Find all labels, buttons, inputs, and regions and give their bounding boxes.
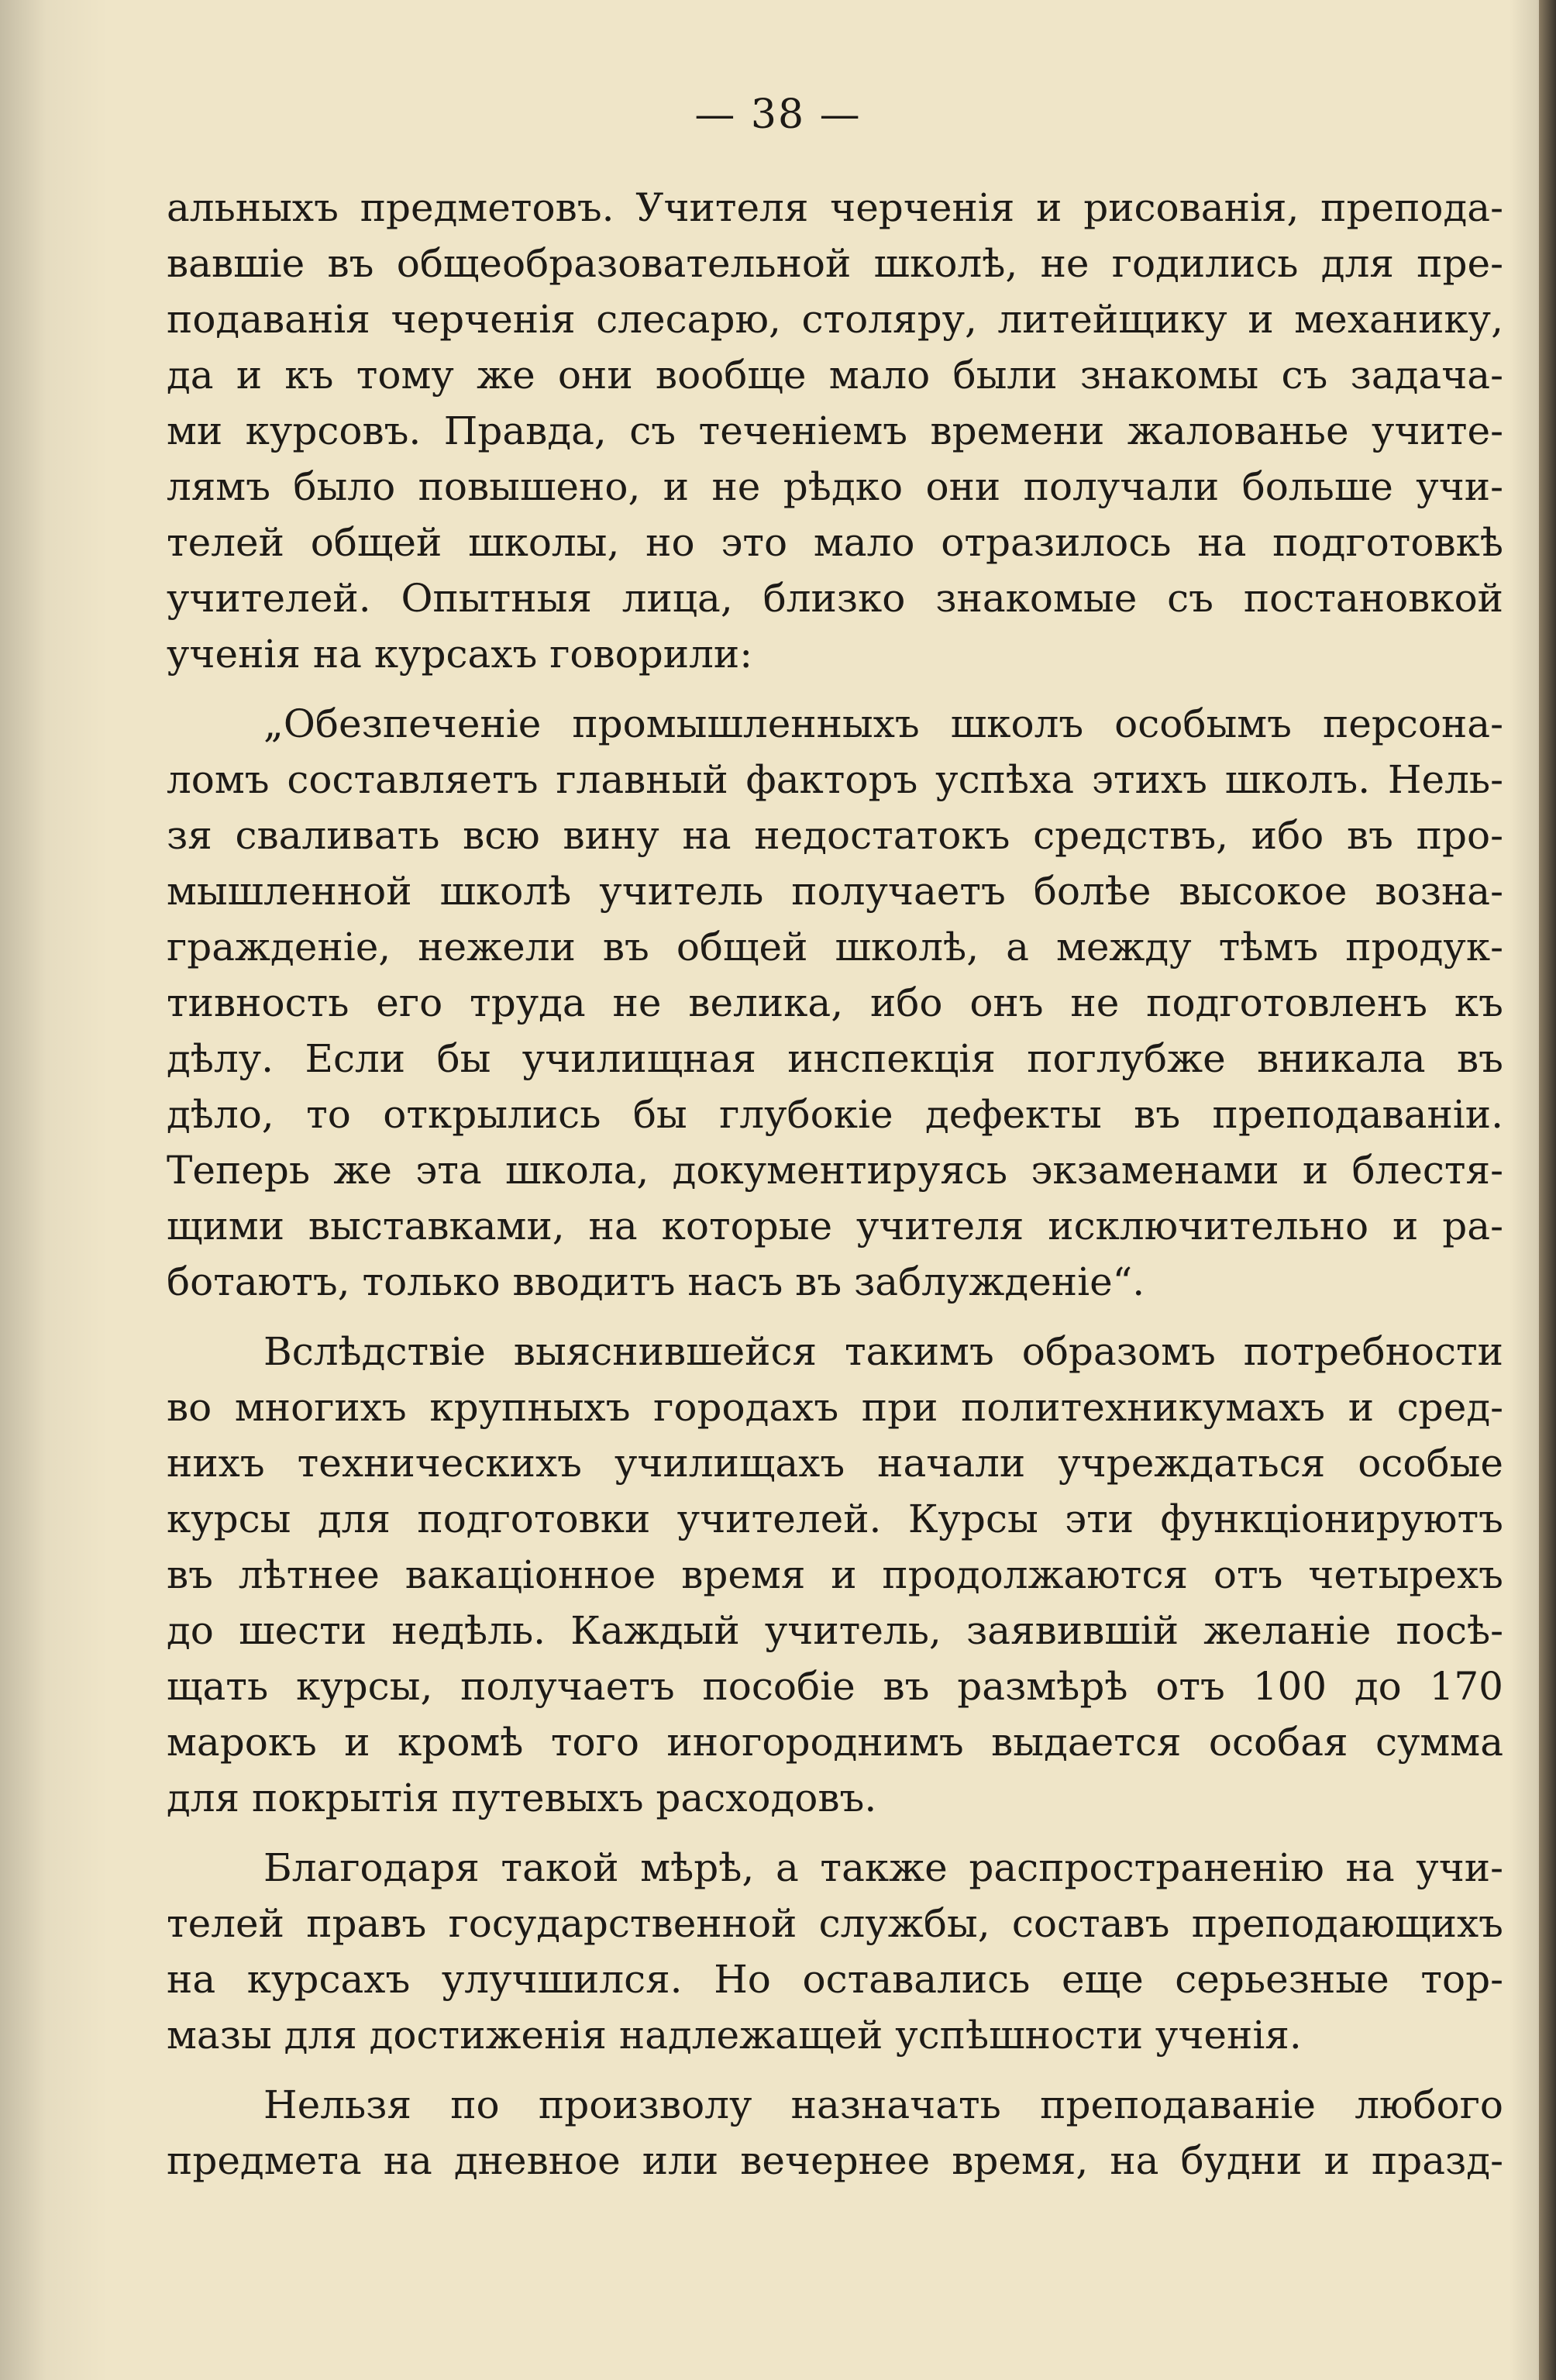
text-line: мышленной школѣ учитель получаетъ болѣе высокое возна-	[167, 869, 1503, 914]
text-line: во многихъ крупныхъ городахъ при политехникумахъ и сред-	[167, 1385, 1503, 1430]
paragraph	[167, 696, 1503, 1310]
text-line: „Обезпеченіе промышленныхъ школъ особымъ персона-	[263, 701, 1503, 746]
text-line: Теперь же эта школа, документируясь экзаменами и блестя-	[167, 1148, 1503, 1193]
text-line: подаванія черченія слесарю, столяру, литейщику и механику,	[167, 297, 1503, 342]
text-line: ботаютъ, только вводитъ насъ въ заблужденіе“.	[167, 1259, 1145, 1304]
text-line: нихъ техническихъ училищахъ начали учреждаться особые	[167, 1441, 1503, 1486]
text-line: Нельзя по произволу назначать преподаваніе любого	[263, 2082, 1503, 2127]
text-line: ломъ составляетъ главный факторъ успѣха этихъ школъ. Нель-	[167, 757, 1503, 802]
text-line: зя сваливать всю вину на недостатокъ средствъ, ибо въ про-	[167, 813, 1503, 858]
paragraph-gap	[167, 682, 1503, 696]
text-line: предмета на дневное или вечернее время, на будни и празд-	[167, 2138, 1503, 2183]
page-number: — 38 —	[694, 91, 862, 138]
body-text	[167, 180, 1503, 2189]
paragraph-gap	[167, 1826, 1503, 1840]
text-line: для покрытія путевыхъ расходовъ.	[167, 1776, 877, 1820]
text-line: телей общей школы, но это мало отразилось на подготовкѣ	[167, 520, 1503, 565]
text-line: мазы для достиженія надлежащей успѣшности ученія.	[167, 2013, 1302, 2058]
text-line: дѣлу. Если бы училищная инспекція поглубже вникала въ	[167, 1036, 1503, 1081]
paragraph	[167, 2077, 1503, 2189]
text-line: Благодаря такой мѣрѣ, а также распространенію на учи-	[263, 1845, 1503, 1890]
text-line: тивность его труда не велика, ибо онъ не подготовленъ къ	[167, 980, 1503, 1025]
text-line: гражденіе, нежели въ общей школѣ, а между тѣмъ продук-	[167, 925, 1503, 970]
text-line: да и къ тому же они вообще мало были знакомы съ задача-	[167, 353, 1503, 398]
text-line: Вслѣдствіе выяснившейся такимъ образомъ потребности	[263, 1329, 1503, 1374]
page-edge-shadow	[1539, 0, 1556, 2380]
text-line: учителей. Опытныя лица, близко знакомые съ постановкой	[167, 576, 1503, 621]
paragraph	[167, 1324, 1503, 1826]
text-line: дѣло, то открылись бы глубокіе дефекты въ преподаваніи.	[167, 1092, 1503, 1137]
paragraph-gap	[167, 2063, 1503, 2077]
text-line: до шести недѣль. Каждый учитель, заявившій желаніе посѣ-	[167, 1608, 1503, 1653]
text-line: курсы для подготовки учителей. Курсы эти функціонируютъ	[167, 1497, 1503, 1541]
paragraph	[167, 180, 1503, 682]
text-line: на курсахъ улучшился. Но оставались еще серьезные тор-	[167, 1957, 1503, 2002]
text-line: щать курсы, получаетъ пособіе въ размѣрѣ отъ 100 до 170	[167, 1664, 1503, 1709]
text-line: вавшіе въ общеобразовательной школѣ, не годились для пре-	[167, 241, 1503, 286]
paragraph-gap	[167, 1310, 1503, 1324]
paragraph	[167, 1840, 1503, 2063]
text-line: телей правъ государственной службы, составъ преподающихъ	[167, 1901, 1503, 1946]
text-line: ми курсовъ. Правда, съ теченіемъ времени жалованье учите-	[167, 408, 1503, 453]
text-line: альныхъ предметовъ. Учителя черченія и рисованія, препода-	[167, 185, 1503, 230]
text-line: лямъ было повышено, и не рѣдко они получали больше учи-	[167, 464, 1503, 509]
text-line: марокъ и кромѣ того иногороднимъ выдается особая сумма	[167, 1720, 1503, 1765]
text-line: щими выставками, на которые учителя исключительно и ра-	[167, 1204, 1503, 1249]
text-line: въ лѣтнее вакаціонное время и продолжаются отъ четырехъ	[167, 1552, 1503, 1597]
text-line: ученія на курсахъ говорили:	[167, 632, 753, 677]
